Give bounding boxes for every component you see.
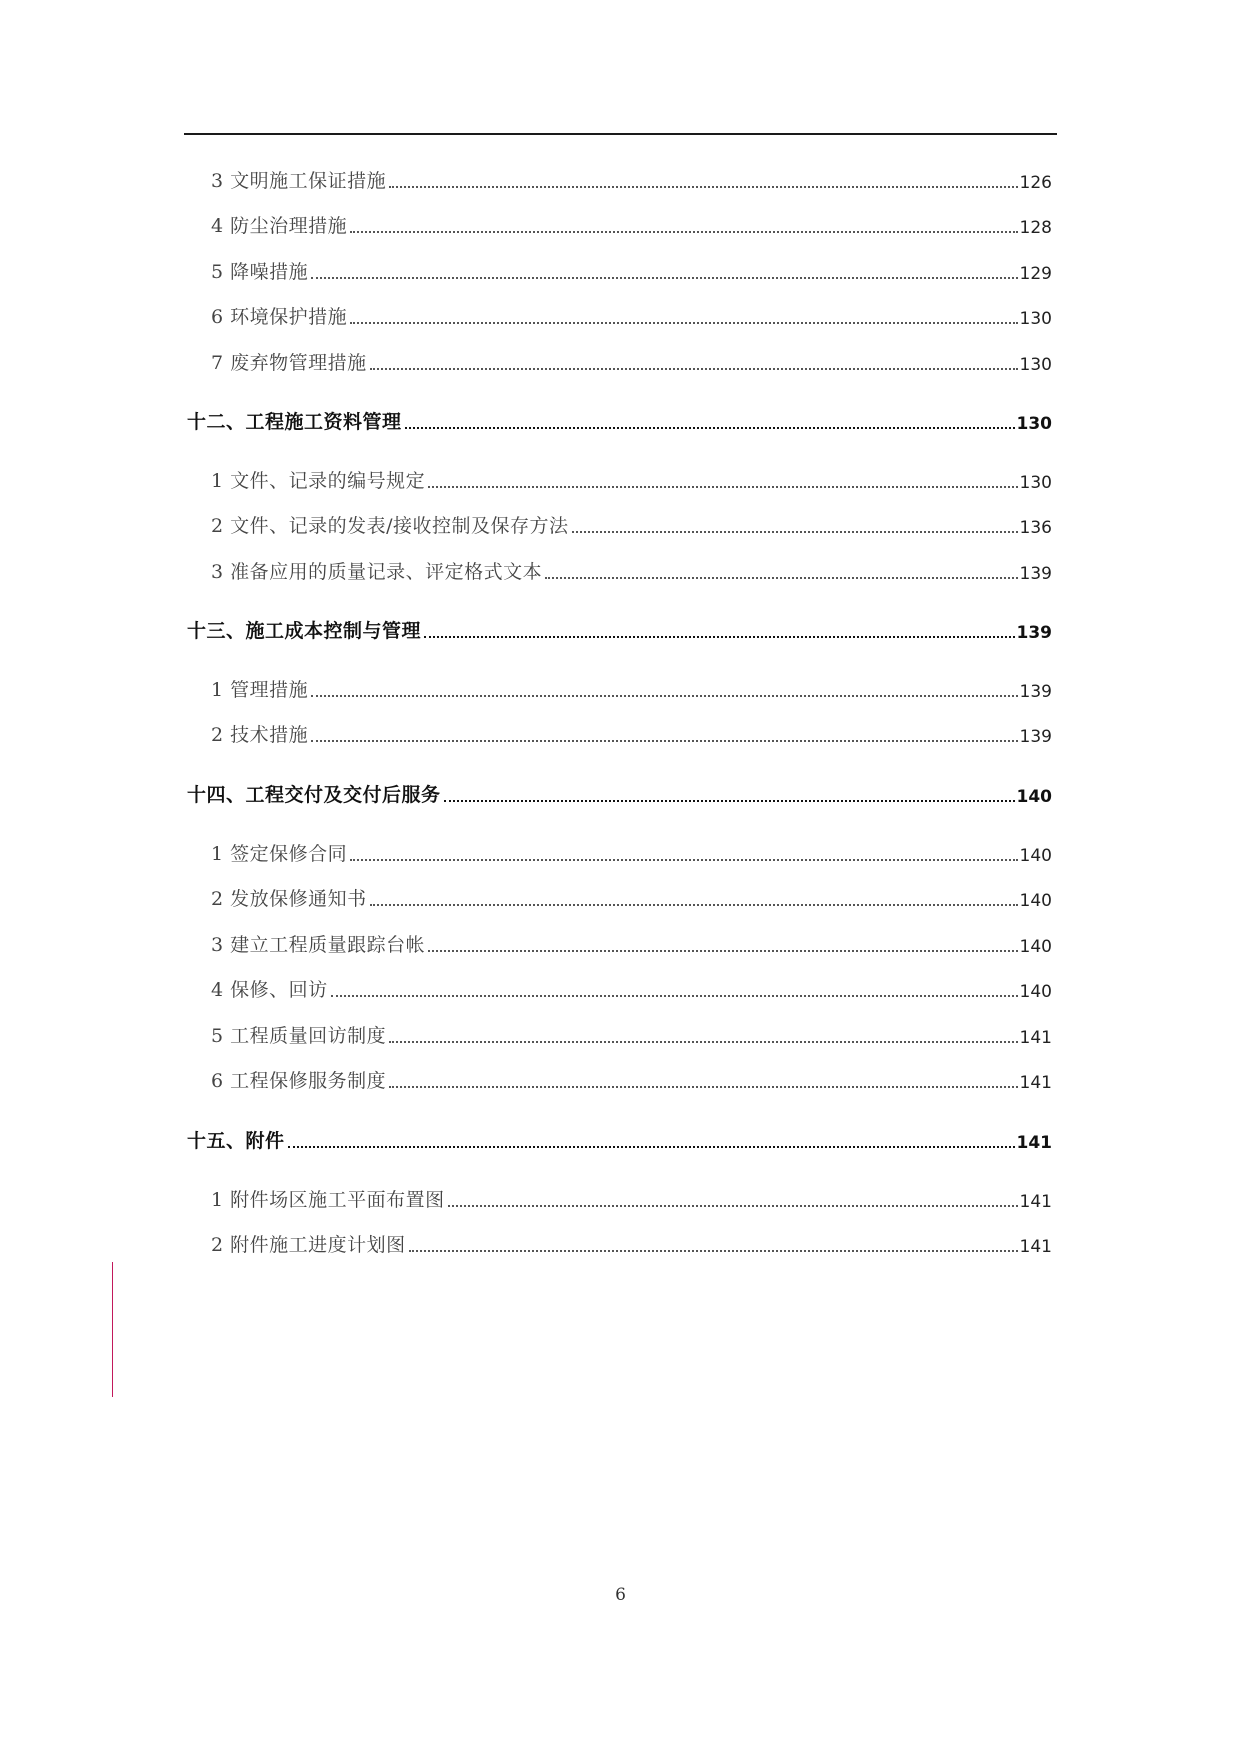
toc-entry-page: 141 (1019, 1237, 1052, 1257)
toc-chapter-label: 十二、工程施工资料管理 (187, 411, 402, 433)
toc-leader-dots (389, 1086, 1017, 1088)
toc-entry-page: 130 (1019, 355, 1052, 375)
toc-leader-dots (428, 950, 1017, 952)
toc-entry-page: 128 (1019, 218, 1052, 238)
toc-chapter-entry[interactable] (187, 1125, 1052, 1153)
toc-entry-page: 126 (1019, 173, 1052, 193)
toc-leader-dots (350, 859, 1017, 861)
toc-chapter-entry[interactable] (187, 615, 1052, 643)
toc-entry[interactable] (211, 1184, 1052, 1212)
toc-entry-label: 2 技术措施 (211, 724, 309, 746)
page-number: 6 (615, 1585, 626, 1605)
toc-entry-label: 1 管理措施 (211, 679, 309, 701)
toc-leader-dots (311, 277, 1017, 279)
toc-leader-dots (545, 577, 1017, 579)
toc-entry-label: 1 签定保修合同 (211, 843, 348, 865)
toc-entry-label: 4 保修、回访 (211, 979, 328, 1001)
toc-entry-page: 141 (1019, 1073, 1052, 1093)
toc-entry-label: 4 防尘治理措施 (211, 215, 348, 237)
toc-entry-label: 6 环境保护措施 (211, 306, 348, 328)
toc-leader-dots (405, 427, 1015, 429)
toc-chapter-entry[interactable] (187, 779, 1052, 807)
toc-entry[interactable] (211, 1065, 1052, 1093)
toc-entry-page: 130 (1019, 309, 1052, 329)
toc-leader-dots (444, 800, 1015, 802)
toc-entry-page: 130 (1019, 473, 1052, 493)
toc-entry[interactable] (211, 929, 1052, 957)
toc-leader-dots (389, 186, 1017, 188)
toc-entry[interactable] (211, 347, 1052, 375)
toc-chapter-label: 十三、施工成本控制与管理 (187, 620, 422, 642)
toc-leader-dots (428, 486, 1017, 488)
toc-leader-dots (350, 231, 1017, 233)
toc-leader-dots (448, 1205, 1018, 1207)
toc-entry-label: 2 发放保修通知书 (211, 888, 367, 910)
toc-entry[interactable] (211, 165, 1052, 193)
toc-leader-dots (311, 740, 1017, 742)
margin-change-bar (112, 1262, 113, 1397)
toc-chapter-label: 十五、附件 (187, 1130, 285, 1152)
toc-entry-label: 5 降噪措施 (211, 261, 309, 283)
toc-leader-dots (424, 636, 1014, 638)
toc-entry[interactable] (211, 256, 1052, 284)
toc-entry[interactable] (211, 838, 1052, 866)
toc-entry-page: 140 (1019, 846, 1052, 866)
toc-entry-label: 2 文件、记录的发表/接收控制及保存方法 (211, 515, 569, 537)
toc-entry[interactable] (211, 510, 1052, 538)
toc-entry[interactable] (211, 465, 1052, 493)
toc-chapter-label: 十四、工程交付及交付后服务 (187, 784, 441, 806)
toc-entry[interactable] (211, 556, 1052, 584)
toc-entry-page: 141 (1019, 1028, 1052, 1048)
toc-leader-dots (389, 1041, 1017, 1043)
toc-entry-label: 2 附件施工进度计划图 (211, 1234, 406, 1256)
toc-entry-page: 139 (1019, 682, 1052, 702)
toc-leader-dots (331, 995, 1018, 997)
toc-leader-dots (288, 1146, 1015, 1148)
toc-entry[interactable] (211, 974, 1052, 1002)
toc-entry-label: 1 附件场区施工平面布置图 (211, 1189, 445, 1211)
toc-chapter-page: 140 (1016, 787, 1052, 807)
toc-entry-label: 7 废弃物管理措施 (211, 352, 367, 374)
toc-entry-page: 136 (1019, 518, 1052, 538)
toc-chapter-page: 141 (1016, 1133, 1052, 1153)
toc-leader-dots (409, 1250, 1018, 1252)
toc-entry-page: 141 (1019, 1192, 1052, 1212)
toc-entry-page: 139 (1019, 727, 1052, 747)
toc-entry-label: 6 工程保修服务制度 (211, 1070, 387, 1092)
toc-entry[interactable] (211, 1229, 1052, 1257)
toc-chapter-entry[interactable] (187, 406, 1052, 434)
toc-entry[interactable] (211, 301, 1052, 329)
toc-entry-page: 140 (1019, 891, 1052, 911)
toc-entry-label: 3 建立工程质量跟踪台帐 (211, 934, 426, 956)
toc-entry[interactable] (211, 674, 1052, 702)
toc-entry-page: 140 (1019, 982, 1052, 1002)
toc-chapter-page: 139 (1016, 623, 1052, 643)
toc-entry-label: 1 文件、记录的编号规定 (211, 470, 426, 492)
toc-leader-dots (572, 531, 1018, 533)
toc-leader-dots (370, 368, 1018, 370)
toc-entry-page: 140 (1019, 937, 1052, 957)
toc-entry-label: 5 工程质量回访制度 (211, 1025, 387, 1047)
toc-leader-dots (311, 695, 1017, 697)
toc-leader-dots (350, 322, 1017, 324)
toc-entry[interactable] (211, 883, 1052, 911)
toc-entry-label: 3 文明施工保证措施 (211, 170, 387, 192)
toc-entry-page: 129 (1019, 264, 1052, 284)
toc-entry[interactable] (211, 719, 1052, 747)
toc-entry[interactable] (211, 210, 1052, 238)
toc-entry-page: 139 (1019, 564, 1052, 584)
toc-chapter-page: 130 (1016, 414, 1052, 434)
toc-entry-label: 3 准备应用的质量记录、评定格式文本 (211, 561, 543, 583)
toc-entry[interactable] (211, 1020, 1052, 1048)
toc-leader-dots (370, 904, 1018, 906)
